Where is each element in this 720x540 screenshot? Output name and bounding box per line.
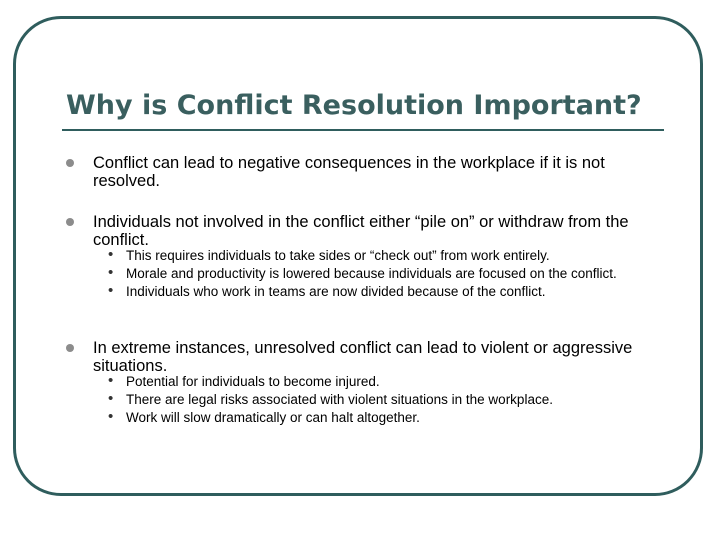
bullet-text: Conflict can lead to negative consequences in the workplace if it is not resolved. [93, 154, 605, 190]
sub-bullet-item [106, 372, 666, 389]
bullet-dot-icon [66, 159, 74, 167]
sub-bullet-dot-icon: • [108, 246, 114, 263]
sub-bullet-item [106, 408, 666, 425]
sub-bullet-item [106, 282, 666, 299]
sub-bullet-dot-icon: • [108, 372, 114, 389]
sub-bullet-list [106, 246, 666, 299]
sub-bullet-item [106, 246, 666, 263]
title-underline [62, 129, 664, 131]
sub-bullet-dot-icon: • [108, 390, 114, 407]
sub-bullet-dot-icon: • [108, 282, 114, 299]
sub-bullet-item [106, 264, 666, 281]
bullet-item [66, 154, 666, 190]
bullet-text: Individuals not involved in the conflict either “pile on” or withdraw from the conflict. [93, 213, 629, 249]
sub-bullet-text: This requires individuals to take sides or “check out” from work entirely. [126, 248, 550, 263]
bullet-item [66, 339, 666, 429]
sub-bullet-dot-icon: • [108, 264, 114, 281]
slide-title: Why is Conflict Resolution Important? [66, 90, 642, 121]
sub-bullet-text: Work will slow dramatically or can halt altogether. [126, 410, 420, 425]
bullet-dot-icon [66, 344, 74, 352]
sub-bullet-list [106, 372, 666, 425]
bullet-dot-icon [66, 218, 74, 226]
bullet-item [66, 213, 666, 303]
sub-bullet-text: Morale and productivity is lowered because individuals are focused on the conflict. [126, 266, 617, 281]
sub-bullet-text: Individuals who work in teams are now divided because of the conflict. [126, 284, 546, 299]
sub-bullet-dot-icon: • [108, 408, 114, 425]
sub-bullet-text: Potential for individuals to become injured. [126, 374, 380, 389]
sub-bullet-text: There are legal risks associated with violent situations in the workplace. [126, 392, 553, 407]
sub-bullet-item [106, 390, 666, 407]
bullet-text: In extreme instances, unresolved conflict can lead to violent or aggressive situations. [93, 339, 633, 375]
